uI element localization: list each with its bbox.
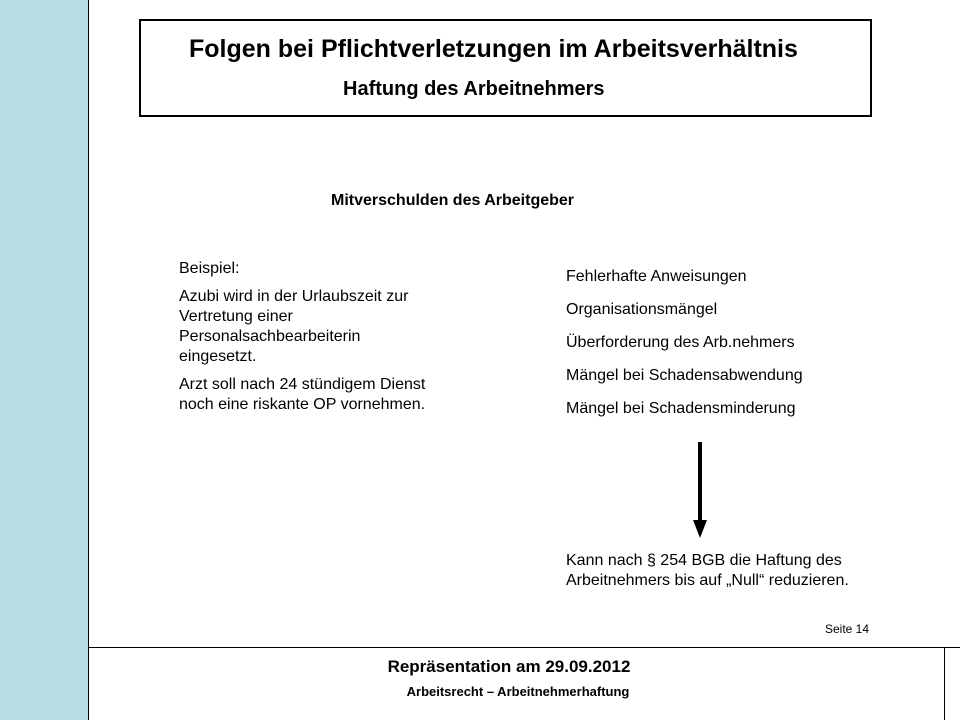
- down-arrow-icon: [690, 442, 710, 538]
- example-block: [179, 259, 429, 423]
- footer-divider: [88, 647, 960, 648]
- page-number: Seite 14: [825, 622, 870, 636]
- reason-item: Mängel bei Schadensminderung: [566, 400, 796, 417]
- reason-item: Überforderung des Arb.nehmers: [566, 334, 795, 351]
- title-box: [139, 19, 872, 117]
- left-sidebar-band: [0, 0, 89, 720]
- example-label: Beispiel:: [179, 260, 240, 277]
- page-subtitle: Haftung des Arbeitnehmers: [343, 78, 605, 100]
- example-paragraph-2: Arzt soll nach 24 stündigem Dienst noch eine riskante OP vornehmen.: [179, 376, 426, 413]
- conclusion-text: Kann nach § 254 BGB die Haftung des Arbeitnehmers bis auf „Null“ reduzieren.: [566, 552, 849, 589]
- reason-item: Fehlerhafte Anweisungen: [566, 268, 747, 285]
- reason-item: Mängel bei Schadensabwendung: [566, 367, 803, 384]
- page-title: Folgen bei Pflichtverletzungen im Arbeitsverhältnis: [189, 35, 798, 63]
- footer-presentation: Repräsentation am 29.09.2012: [387, 657, 631, 676]
- reasons-list: [566, 267, 886, 432]
- footer-topic: Arbeitsrecht – Arbeitnehmerhaftung: [406, 684, 630, 699]
- section-heading: Mitverschulden des Arbeitgeber: [331, 192, 575, 209]
- reason-item: Organisationsmängel: [566, 301, 718, 318]
- example-paragraph-1: Azubi wird in der Urlaubszeit zur Vertretung einer Personalsachbearbeiterin eingesetzt.: [179, 288, 409, 365]
